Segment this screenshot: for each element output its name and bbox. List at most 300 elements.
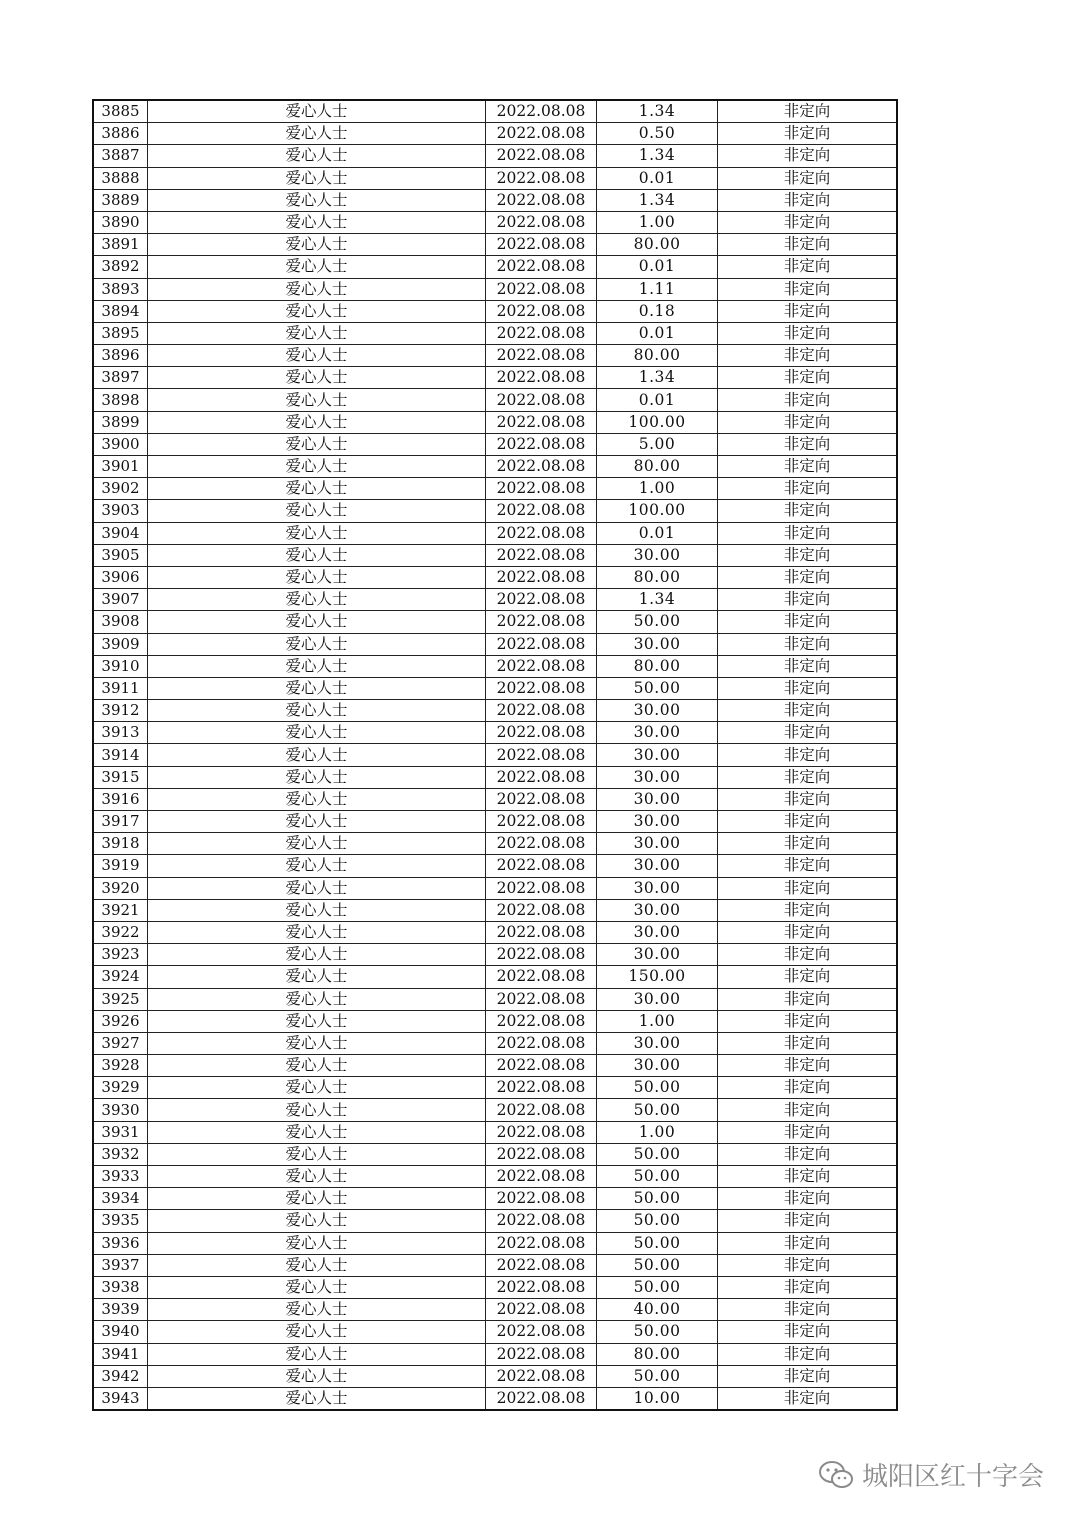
donation-date-cell: 2022.08.08 (486, 899, 597, 921)
table-row (93, 1188, 897, 1210)
donation-amount-cell: 1.34 (597, 145, 718, 167)
donation-type-cell: 非定向 (718, 278, 898, 300)
donor-name-cell: 爱心人士 (148, 1387, 486, 1410)
donation-type-cell: 非定向 (718, 345, 898, 367)
row-number-cell: 3910 (93, 655, 148, 677)
donation-type-cell: 非定向 (718, 1387, 898, 1410)
donation-amount-cell: 50.00 (597, 1232, 718, 1254)
donation-type-cell: 非定向 (718, 677, 898, 699)
donation-amount-cell: 0.50 (597, 123, 718, 145)
donation-date-cell: 2022.08.08 (486, 1276, 597, 1298)
table-row (93, 589, 897, 611)
donation-amount-cell: 30.00 (597, 988, 718, 1010)
donation-type-cell: 非定向 (718, 1299, 898, 1321)
table-row (93, 1232, 897, 1254)
donation-type-cell: 非定向 (718, 1365, 898, 1387)
donation-date-cell: 2022.08.08 (486, 589, 597, 611)
donation-type-cell: 非定向 (718, 744, 898, 766)
donor-name-cell: 爱心人士 (148, 1254, 486, 1276)
table-row (93, 100, 897, 123)
donor-name-cell: 爱心人士 (148, 544, 486, 566)
donation-date-cell: 2022.08.08 (486, 811, 597, 833)
row-number-cell: 3895 (93, 322, 148, 344)
donor-name-cell: 爱心人士 (148, 100, 486, 123)
table-row (93, 522, 897, 544)
donor-name-cell: 爱心人士 (148, 921, 486, 943)
table-row (93, 1321, 897, 1343)
donation-amount-cell: 1.00 (597, 1010, 718, 1032)
donation-amount-cell: 30.00 (597, 700, 718, 722)
row-number-cell: 3923 (93, 944, 148, 966)
table-row (93, 811, 897, 833)
donation-date-cell: 2022.08.08 (486, 433, 597, 455)
donation-amount-cell: 0.01 (597, 389, 718, 411)
donor-name-cell: 爱心人士 (148, 877, 486, 899)
table-row (93, 1099, 897, 1121)
donation-type-cell: 非定向 (718, 788, 898, 810)
donation-amount-cell: 1.34 (597, 100, 718, 123)
donation-type-cell: 非定向 (718, 700, 898, 722)
donation-type-cell: 非定向 (718, 1099, 898, 1121)
donation-amount-cell: 30.00 (597, 633, 718, 655)
donation-amount-cell: 1.00 (597, 478, 718, 500)
donation-amount-cell: 0.18 (597, 300, 718, 322)
table-row (93, 1166, 897, 1188)
donation-date-cell: 2022.08.08 (486, 833, 597, 855)
donor-name-cell: 爱心人士 (148, 1321, 486, 1343)
donation-type-cell: 非定向 (718, 1010, 898, 1032)
donation-amount-cell: 30.00 (597, 855, 718, 877)
donor-name-cell: 爱心人士 (148, 1032, 486, 1054)
row-number-cell: 3924 (93, 966, 148, 988)
donation-amount-cell: 1.11 (597, 278, 718, 300)
row-number-cell: 3891 (93, 234, 148, 256)
row-number-cell: 3934 (93, 1188, 148, 1210)
donation-amount-cell: 30.00 (597, 811, 718, 833)
table-row (93, 611, 897, 633)
donation-type-cell: 非定向 (718, 722, 898, 744)
donor-name-cell: 爱心人士 (148, 744, 486, 766)
donation-date-cell: 2022.08.08 (486, 1232, 597, 1254)
table-row (93, 633, 897, 655)
donation-type-cell: 非定向 (718, 833, 898, 855)
donation-type-cell: 非定向 (718, 921, 898, 943)
donation-type-cell: 非定向 (718, 367, 898, 389)
donor-name-cell: 爱心人士 (148, 855, 486, 877)
donation-amount-cell: 50.00 (597, 1166, 718, 1188)
row-number-cell: 3927 (93, 1032, 148, 1054)
donation-date-cell: 2022.08.08 (486, 1077, 597, 1099)
donation-type-cell: 非定向 (718, 1343, 898, 1365)
donor-name-cell: 爱心人士 (148, 322, 486, 344)
donor-name-cell: 爱心人士 (148, 167, 486, 189)
table-row (93, 788, 897, 810)
donation-type-cell: 非定向 (718, 611, 898, 633)
donor-name-cell: 爱心人士 (148, 811, 486, 833)
donation-type-cell: 非定向 (718, 877, 898, 899)
donor-name-cell: 爱心人士 (148, 189, 486, 211)
donor-name-cell: 爱心人士 (148, 899, 486, 921)
table-row (93, 1010, 897, 1032)
row-number-cell: 3932 (93, 1143, 148, 1165)
donation-date-cell: 2022.08.08 (486, 256, 597, 278)
table-row (93, 700, 897, 722)
table-row (93, 278, 897, 300)
donation-type-cell: 非定向 (718, 944, 898, 966)
table-row (93, 123, 897, 145)
row-number-cell: 3912 (93, 700, 148, 722)
row-number-cell: 3935 (93, 1210, 148, 1232)
watermark (818, 1456, 1044, 1493)
donation-amount-cell: 80.00 (597, 566, 718, 588)
table-row (93, 988, 897, 1010)
donation-amount-cell: 30.00 (597, 899, 718, 921)
donation-date-cell: 2022.08.08 (486, 100, 597, 123)
donation-amount-cell: 0.01 (597, 522, 718, 544)
row-number-cell: 3899 (93, 411, 148, 433)
donation-type-cell: 非定向 (718, 1055, 898, 1077)
donor-name-cell: 爱心人士 (148, 345, 486, 367)
donor-name-cell: 爱心人士 (148, 722, 486, 744)
donation-type-cell: 非定向 (718, 145, 898, 167)
table-row (93, 1143, 897, 1165)
row-number-cell: 3886 (93, 123, 148, 145)
row-number-cell: 3919 (93, 855, 148, 877)
table-row (93, 877, 897, 899)
donation-date-cell: 2022.08.08 (486, 1143, 597, 1165)
donation-amount-cell: 1.34 (597, 589, 718, 611)
row-number-cell: 3916 (93, 788, 148, 810)
donation-type-cell: 非定向 (718, 322, 898, 344)
donation-date-cell: 2022.08.08 (486, 411, 597, 433)
donation-amount-cell: 50.00 (597, 1188, 718, 1210)
donation-date-cell: 2022.08.08 (486, 1343, 597, 1365)
donation-amount-cell: 50.00 (597, 611, 718, 633)
row-number-cell: 3936 (93, 1232, 148, 1254)
donation-date-cell: 2022.08.08 (486, 544, 597, 566)
row-number-cell: 3918 (93, 833, 148, 855)
donation-date-cell: 2022.08.08 (486, 611, 597, 633)
table-row (93, 1343, 897, 1365)
donation-type-cell: 非定向 (718, 1143, 898, 1165)
row-number-cell: 3887 (93, 145, 148, 167)
donation-date-cell: 2022.08.08 (486, 234, 597, 256)
donation-type-cell: 非定向 (718, 1077, 898, 1099)
donation-date-cell: 2022.08.08 (486, 1166, 597, 1188)
donation-type-cell: 非定向 (718, 522, 898, 544)
donation-amount-cell: 30.00 (597, 544, 718, 566)
table-row (93, 944, 897, 966)
donation-date-cell: 2022.08.08 (486, 367, 597, 389)
row-number-cell: 3908 (93, 611, 148, 633)
row-number-cell: 3917 (93, 811, 148, 833)
donation-date-cell: 2022.08.08 (486, 1010, 597, 1032)
donation-type-cell: 非定向 (718, 189, 898, 211)
table-row (93, 411, 897, 433)
donation-date-cell: 2022.08.08 (486, 966, 597, 988)
row-number-cell: 3925 (93, 988, 148, 1010)
donation-amount-cell: 80.00 (597, 456, 718, 478)
donation-amount-cell: 80.00 (597, 345, 718, 367)
row-number-cell: 3914 (93, 744, 148, 766)
row-number-cell: 3894 (93, 300, 148, 322)
row-number-cell: 3905 (93, 544, 148, 566)
donation-table (92, 99, 898, 1411)
row-number-cell: 3938 (93, 1276, 148, 1298)
table-row (93, 1365, 897, 1387)
donation-amount-cell: 50.00 (597, 1210, 718, 1232)
row-number-cell: 3943 (93, 1387, 148, 1410)
row-number-cell: 3929 (93, 1077, 148, 1099)
donation-date-cell: 2022.08.08 (486, 566, 597, 588)
donor-name-cell: 爱心人士 (148, 1010, 486, 1032)
donation-amount-cell: 50.00 (597, 1099, 718, 1121)
donor-name-cell: 爱心人士 (148, 1166, 486, 1188)
donation-date-cell: 2022.08.08 (486, 877, 597, 899)
donation-amount-cell: 30.00 (597, 1032, 718, 1054)
donor-name-cell: 爱心人士 (148, 1299, 486, 1321)
donor-name-cell: 爱心人士 (148, 655, 486, 677)
table-row (93, 167, 897, 189)
donation-date-cell: 2022.08.08 (486, 1055, 597, 1077)
donor-name-cell: 爱心人士 (148, 478, 486, 500)
donation-amount-cell: 50.00 (597, 1077, 718, 1099)
table-row (93, 855, 897, 877)
donor-name-cell: 爱心人士 (148, 389, 486, 411)
table-row (93, 500, 897, 522)
donor-name-cell: 爱心人士 (148, 966, 486, 988)
donor-name-cell: 爱心人士 (148, 1365, 486, 1387)
donor-name-cell: 爱心人士 (148, 1077, 486, 1099)
donor-name-cell: 爱心人士 (148, 611, 486, 633)
donation-date-cell: 2022.08.08 (486, 522, 597, 544)
row-number-cell: 3903 (93, 500, 148, 522)
donation-date-cell: 2022.08.08 (486, 1099, 597, 1121)
donor-name-cell: 爱心人士 (148, 145, 486, 167)
donation-amount-cell: 50.00 (597, 677, 718, 699)
table-row (93, 1387, 897, 1410)
donation-type-cell: 非定向 (718, 855, 898, 877)
donation-amount-cell: 50.00 (597, 1365, 718, 1387)
donation-date-cell: 2022.08.08 (486, 1210, 597, 1232)
donation-date-cell: 2022.08.08 (486, 1299, 597, 1321)
donor-name-cell: 爱心人士 (148, 1055, 486, 1077)
table-row (93, 722, 897, 744)
donor-name-cell: 爱心人士 (148, 944, 486, 966)
donation-date-cell: 2022.08.08 (486, 744, 597, 766)
donor-name-cell: 爱心人士 (148, 700, 486, 722)
donation-date-cell: 2022.08.08 (486, 1032, 597, 1054)
donation-type-cell: 非定向 (718, 234, 898, 256)
table-row (93, 744, 897, 766)
donor-name-cell: 爱心人士 (148, 123, 486, 145)
donation-type-cell: 非定向 (718, 988, 898, 1010)
donation-date-cell: 2022.08.08 (486, 456, 597, 478)
table-row (93, 544, 897, 566)
row-number-cell: 3907 (93, 589, 148, 611)
table-row (93, 1032, 897, 1054)
donor-name-cell: 爱心人士 (148, 433, 486, 455)
donor-name-cell: 爱心人士 (148, 300, 486, 322)
donation-type-cell: 非定向 (718, 433, 898, 455)
donor-name-cell: 爱心人士 (148, 1276, 486, 1298)
row-number-cell: 3885 (93, 100, 148, 123)
donation-type-cell: 非定向 (718, 300, 898, 322)
table-row (93, 433, 897, 455)
row-number-cell: 3913 (93, 722, 148, 744)
donation-date-cell: 2022.08.08 (486, 1365, 597, 1387)
donation-amount-cell: 1.00 (597, 1121, 718, 1143)
donation-amount-cell: 30.00 (597, 944, 718, 966)
row-number-cell: 3930 (93, 1099, 148, 1121)
table-row (93, 367, 897, 389)
table-row (93, 966, 897, 988)
donation-type-cell: 非定向 (718, 411, 898, 433)
row-number-cell: 3889 (93, 189, 148, 211)
donor-name-cell: 爱心人士 (148, 833, 486, 855)
table-row (93, 234, 897, 256)
donation-type-cell: 非定向 (718, 167, 898, 189)
donation-amount-cell: 50.00 (597, 1143, 718, 1165)
donation-type-cell: 非定向 (718, 456, 898, 478)
donation-type-cell: 非定向 (718, 256, 898, 278)
donation-type-cell: 非定向 (718, 1232, 898, 1254)
row-number-cell: 3892 (93, 256, 148, 278)
donor-name-cell: 爱心人士 (148, 1232, 486, 1254)
donor-name-cell: 爱心人士 (148, 677, 486, 699)
donation-date-cell: 2022.08.08 (486, 500, 597, 522)
table-row (93, 677, 897, 699)
row-number-cell: 3888 (93, 167, 148, 189)
donor-name-cell: 爱心人士 (148, 1143, 486, 1165)
donor-name-cell: 爱心人士 (148, 766, 486, 788)
donor-name-cell: 爱心人士 (148, 234, 486, 256)
donation-amount-cell: 10.00 (597, 1387, 718, 1410)
donation-amount-cell: 30.00 (597, 877, 718, 899)
donation-amount-cell: 50.00 (597, 1276, 718, 1298)
donation-type-cell: 非定向 (718, 478, 898, 500)
donor-name-cell: 爱心人士 (148, 788, 486, 810)
row-number-cell: 3900 (93, 433, 148, 455)
donation-amount-cell: 80.00 (597, 655, 718, 677)
donation-date-cell: 2022.08.08 (486, 1387, 597, 1410)
donation-date-cell: 2022.08.08 (486, 345, 597, 367)
row-number-cell: 3896 (93, 345, 148, 367)
donation-date-cell: 2022.08.08 (486, 921, 597, 943)
donation-type-cell: 非定向 (718, 1254, 898, 1276)
donation-type-cell: 非定向 (718, 1166, 898, 1188)
donation-type-cell: 非定向 (718, 566, 898, 588)
donation-date-cell: 2022.08.08 (486, 655, 597, 677)
donation-amount-cell: 30.00 (597, 921, 718, 943)
donation-amount-cell: 5.00 (597, 433, 718, 455)
donor-name-cell: 爱心人士 (148, 589, 486, 611)
donation-amount-cell: 100.00 (597, 411, 718, 433)
watermark-text: 城阳区红十字会 (862, 1462, 1045, 1492)
donation-type-cell: 非定向 (718, 211, 898, 233)
table-row (93, 478, 897, 500)
donor-name-cell: 爱心人士 (148, 367, 486, 389)
donor-name-cell: 爱心人士 (148, 1188, 486, 1210)
donation-date-cell: 2022.08.08 (486, 988, 597, 1010)
row-number-cell: 3897 (93, 367, 148, 389)
donation-date-cell: 2022.08.08 (486, 855, 597, 877)
donation-table-body (93, 100, 897, 1410)
row-number-cell: 3921 (93, 899, 148, 921)
row-number-cell: 3911 (93, 677, 148, 699)
donation-amount-cell: 1.00 (597, 211, 718, 233)
table-row (93, 1299, 897, 1321)
row-number-cell: 3931 (93, 1121, 148, 1143)
donation-type-cell: 非定向 (718, 1321, 898, 1343)
donation-type-cell: 非定向 (718, 100, 898, 123)
donation-amount-cell: 40.00 (597, 1299, 718, 1321)
donation-type-cell: 非定向 (718, 500, 898, 522)
donation-date-cell: 2022.08.08 (486, 700, 597, 722)
donation-amount-cell: 50.00 (597, 1254, 718, 1276)
donation-type-cell: 非定向 (718, 123, 898, 145)
row-number-cell: 3941 (93, 1343, 148, 1365)
table-row (93, 322, 897, 344)
row-number-cell: 3904 (93, 522, 148, 544)
donor-name-cell: 爱心人士 (148, 256, 486, 278)
donation-amount-cell: 30.00 (597, 788, 718, 810)
donation-date-cell: 2022.08.08 (486, 722, 597, 744)
donor-name-cell: 爱心人士 (148, 500, 486, 522)
table-row (93, 1210, 897, 1232)
donor-name-cell: 爱心人士 (148, 566, 486, 588)
donation-amount-cell: 0.01 (597, 322, 718, 344)
row-number-cell: 3898 (93, 389, 148, 411)
table-row (93, 389, 897, 411)
donation-amount-cell: 80.00 (597, 234, 718, 256)
donor-name-cell: 爱心人士 (148, 278, 486, 300)
wechat-icon (818, 1460, 854, 1490)
row-number-cell: 3909 (93, 633, 148, 655)
donation-type-cell: 非定向 (718, 1276, 898, 1298)
donation-amount-cell: 30.00 (597, 722, 718, 744)
donation-type-cell: 非定向 (718, 966, 898, 988)
donation-amount-cell: 50.00 (597, 1321, 718, 1343)
donation-date-cell: 2022.08.08 (486, 300, 597, 322)
donation-amount-cell: 80.00 (597, 1343, 718, 1365)
donor-name-cell: 爱心人士 (148, 1210, 486, 1232)
row-number-cell: 3928 (93, 1055, 148, 1077)
donation-type-cell: 非定向 (718, 766, 898, 788)
table-row (93, 766, 897, 788)
donation-date-cell: 2022.08.08 (486, 766, 597, 788)
donation-type-cell: 非定向 (718, 811, 898, 833)
table-row (93, 899, 897, 921)
row-number-cell: 3893 (93, 278, 148, 300)
donation-type-cell: 非定向 (718, 589, 898, 611)
donation-date-cell: 2022.08.08 (486, 189, 597, 211)
table-row (93, 833, 897, 855)
donation-date-cell: 2022.08.08 (486, 633, 597, 655)
donor-name-cell: 爱心人士 (148, 988, 486, 1010)
table-row (93, 921, 897, 943)
donation-amount-cell: 1.34 (597, 189, 718, 211)
donor-name-cell: 爱心人士 (148, 522, 486, 544)
table-row (93, 1055, 897, 1077)
donation-type-cell: 非定向 (718, 1188, 898, 1210)
donation-amount-cell: 0.01 (597, 167, 718, 189)
donation-type-cell: 非定向 (718, 1032, 898, 1054)
row-number-cell: 3902 (93, 478, 148, 500)
donation-type-cell: 非定向 (718, 389, 898, 411)
donation-type-cell: 非定向 (718, 655, 898, 677)
donation-amount-cell: 100.00 (597, 500, 718, 522)
